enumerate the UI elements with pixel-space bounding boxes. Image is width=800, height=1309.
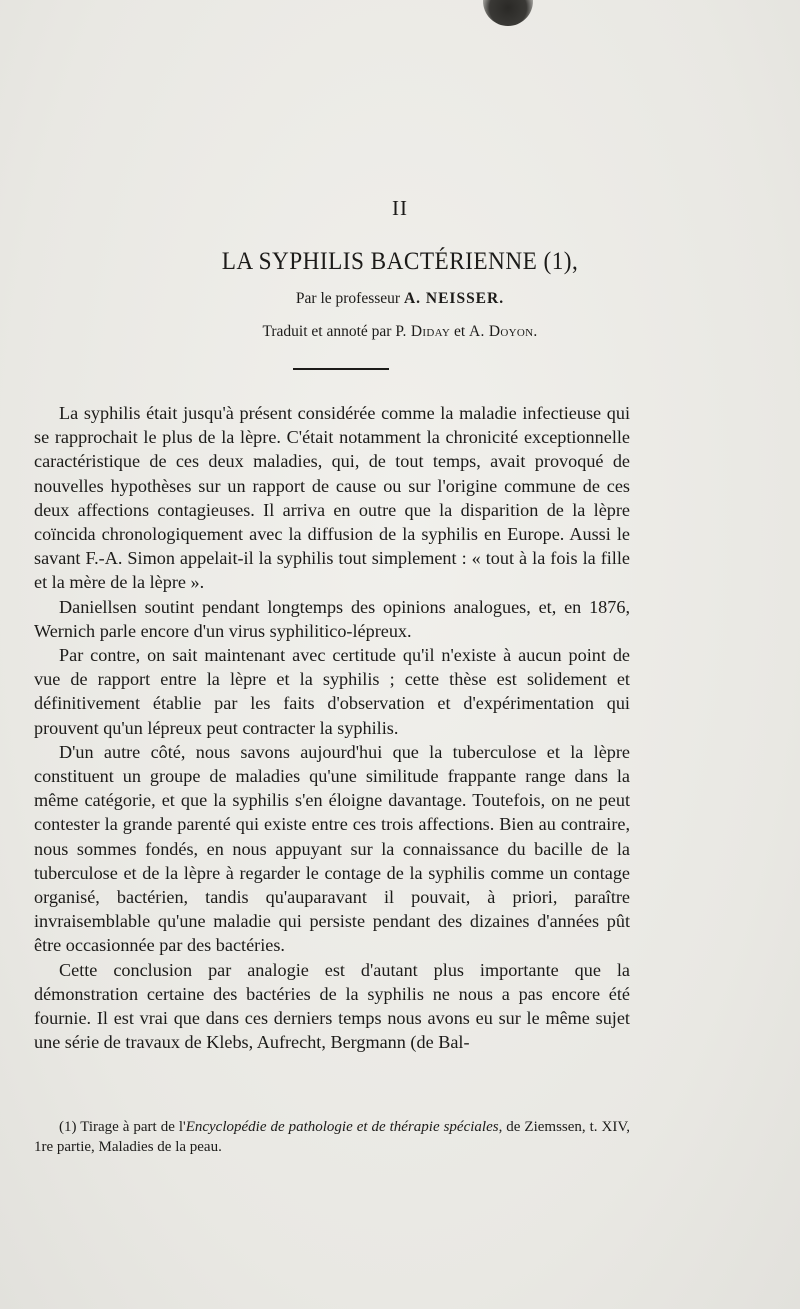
translators-conjunction: et (453, 323, 466, 340)
translator-name-1: P. Diday (395, 323, 451, 340)
paragraph: Cette conclusion par analogie est d'autant plus importante que la démonstration certaine des bactéries de la syphilis ne nous a pas encore été fournie. Il est vrai que dans ces derniers temps nous avons eu sur le même sujet une série de travaux de Klebs, Aufrecht, Bergmann (de Bal- (34, 959, 630, 1053)
paragraph: D'un autre côté, nous savons aujourd'hui que la tuberculose et la lèpre constituent un groupe de maladies qu'une similitude frappante range dans la même catégorie, et que la syphilis s'en éloigne davantage. Toutefois, on ne peut contester la grande parenté qui existe entre ces trois affections. Bien au contraire, nous sommes fondés, en nous appuyant sur la connaissance du bacille de la tuberculose et de la lèpre à regarder le contage de la syphilis comme un contage organisé, bactérien, tandis qu'auparavant il pouvait, à priori, paraître invraisemblable qu'une maladie qui persiste pendant des dizaines d'années pût être occasionnée par des bactéries. (34, 741, 630, 956)
byline-prefix: Par le professeur (295, 290, 401, 307)
paragraph: Par contre, on sait maintenant avec certitude qu'il n'existe à aucun point de vue de rapport entre la lèpre et la syphilis ; cette thèse est solidement et définitivement établie par les faits d'observation et d'expérimentation qui prouvent qu'un lépreux peut contracter la syphilis. (34, 645, 630, 738)
translators-prefix: Traduit et annoté par (262, 323, 392, 340)
paragraph: La syphilis était jusqu'à présent considérée comme la maladie infectieuse qui se rapprochait le plus de la lèpre. C'était notamment la chronicité exceptionnelle caractéristique de ces deux maladies, qui, de tout temps, avait provoqué de nouvelles hypothèses sur un rapport de cause ou sur l'origine commune de ces deux affections contagieuses. Il arriva en outre que la disparition de la lèpre coïncida chronologiquement avec la diffusion de la syphilis en Europe. Aussi le savant F.-A. Simon appelait-il la syphilis tout simplement : « tout à la fois la fille et la mère de la lèpre ». (34, 403, 630, 593)
footnote-text (34, 1117, 630, 1157)
translators-line (0, 323, 800, 341)
paragraph: Daniellsen soutint pendant longtemps des opinions analogues, et, en 1876, Wernich parle encore d'un virus syphilitico-lépreux. (34, 596, 630, 641)
section-number: II (392, 196, 408, 220)
article-title: LA SYPHILIS BACTÉRIENNE (1), (221, 248, 579, 275)
title-divider (293, 368, 389, 370)
footnote-italic-title: Encyclopédie de pathologie et de thérapie spéciales (185, 1119, 499, 1135)
translator-name-2: A. Doyon. (469, 323, 538, 340)
ink-blot-decoration (483, 0, 533, 26)
body-text (34, 401, 630, 1054)
footnote-text-after: , de Ziemssen, t. XIV, 1re partie, Maladies de la peau. (34, 1119, 630, 1155)
footnote-text-before: (1) Tirage à part de l' (59, 1119, 186, 1135)
footnote (34, 1117, 630, 1157)
byline (0, 290, 800, 308)
byline-author: A. NEISSER. (403, 290, 505, 307)
